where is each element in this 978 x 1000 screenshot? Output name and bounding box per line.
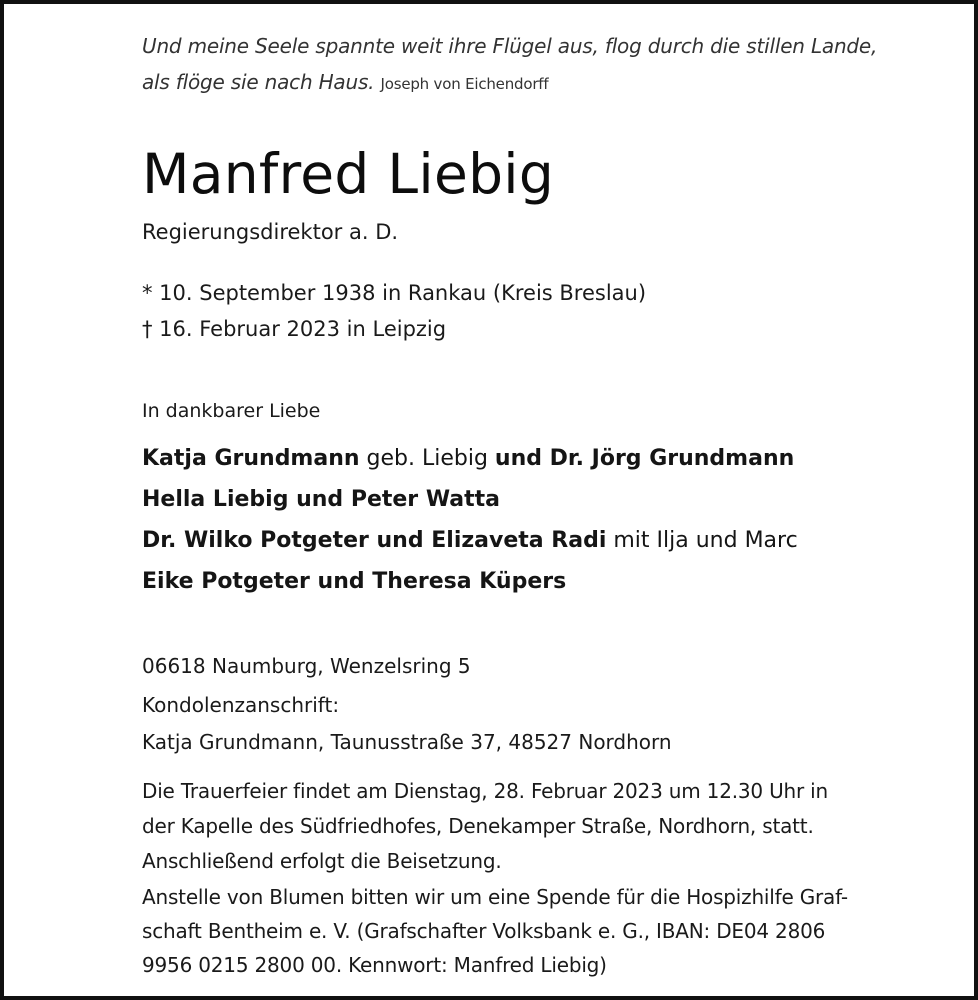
quote-line-1: Und meine Seele spannte weit ihre Flügel aus, flog durch die stillen Lande, [142, 34, 878, 58]
quote-author: Joseph von Eichendorff [380, 75, 549, 93]
mourners-intro: In dankbarer Liebe [142, 400, 321, 422]
mourner-partner: und Dr. Jörg Grundmann [494, 446, 795, 471]
home-address: 06618 Naumburg, Wenzelsring 5 [142, 654, 471, 678]
death-date: † 16. Februar 2023 in Leipzig [142, 317, 447, 341]
mourner-line-2 [142, 487, 500, 512]
condolence-label: Kondolenzanschrift: [142, 693, 340, 717]
donation-line-1: Anstelle von Blumen bitten wir um eine Spende für die Hospizhilfe Graf- [142, 885, 848, 909]
mourner-name: Dr. Wilko Potgeter und Elizaveta Radi [142, 528, 607, 553]
mourner-line-3 [142, 528, 798, 553]
condolence-address: Katja Grundmann, Taunusstraße 37, 48527 Nordhorn [142, 730, 672, 754]
funeral-line-3: Anschließend erfolgt die Beisetzung. [142, 849, 502, 873]
birth-date: * 10. September 1938 in Rankau (Kreis Breslau) [142, 281, 647, 305]
funeral-line-1: Die Trauerfeier findet am Dienstag, 28. Februar 2023 um 12.30 Uhr in [142, 779, 829, 803]
donation-line-3: 9956 0215 2800 00. Kennwort: Manfred Liebig) [142, 953, 607, 977]
deceased-title: Regierungsdirektor a. D. [142, 220, 399, 244]
mourner-name: Katja Grundmann [142, 446, 360, 471]
deceased-name: Manfred Liebig [142, 142, 555, 206]
quote-text: als flöge sie nach Haus. [142, 70, 375, 94]
mourner-name: Eike Potgeter und Theresa Küpers [142, 569, 567, 594]
mourner-name: Hella Liebig und Peter Watta [142, 487, 501, 512]
mourner-note: geb. Liebig [359, 446, 495, 471]
mourner-note: mit Ilja und Marc [606, 528, 798, 553]
donation-line-2: schaft Bentheim e. V. (Grafschafter Volksbank e. G., IBAN: DE04 2806 [142, 919, 826, 943]
quote-line-2 [142, 70, 548, 94]
mourner-line-4 [142, 569, 566, 594]
mourner-line-1 [142, 446, 794, 471]
funeral-line-2: der Kapelle des Südfriedhofes, Denekamper Straße, Nordhorn, statt. [142, 814, 814, 838]
